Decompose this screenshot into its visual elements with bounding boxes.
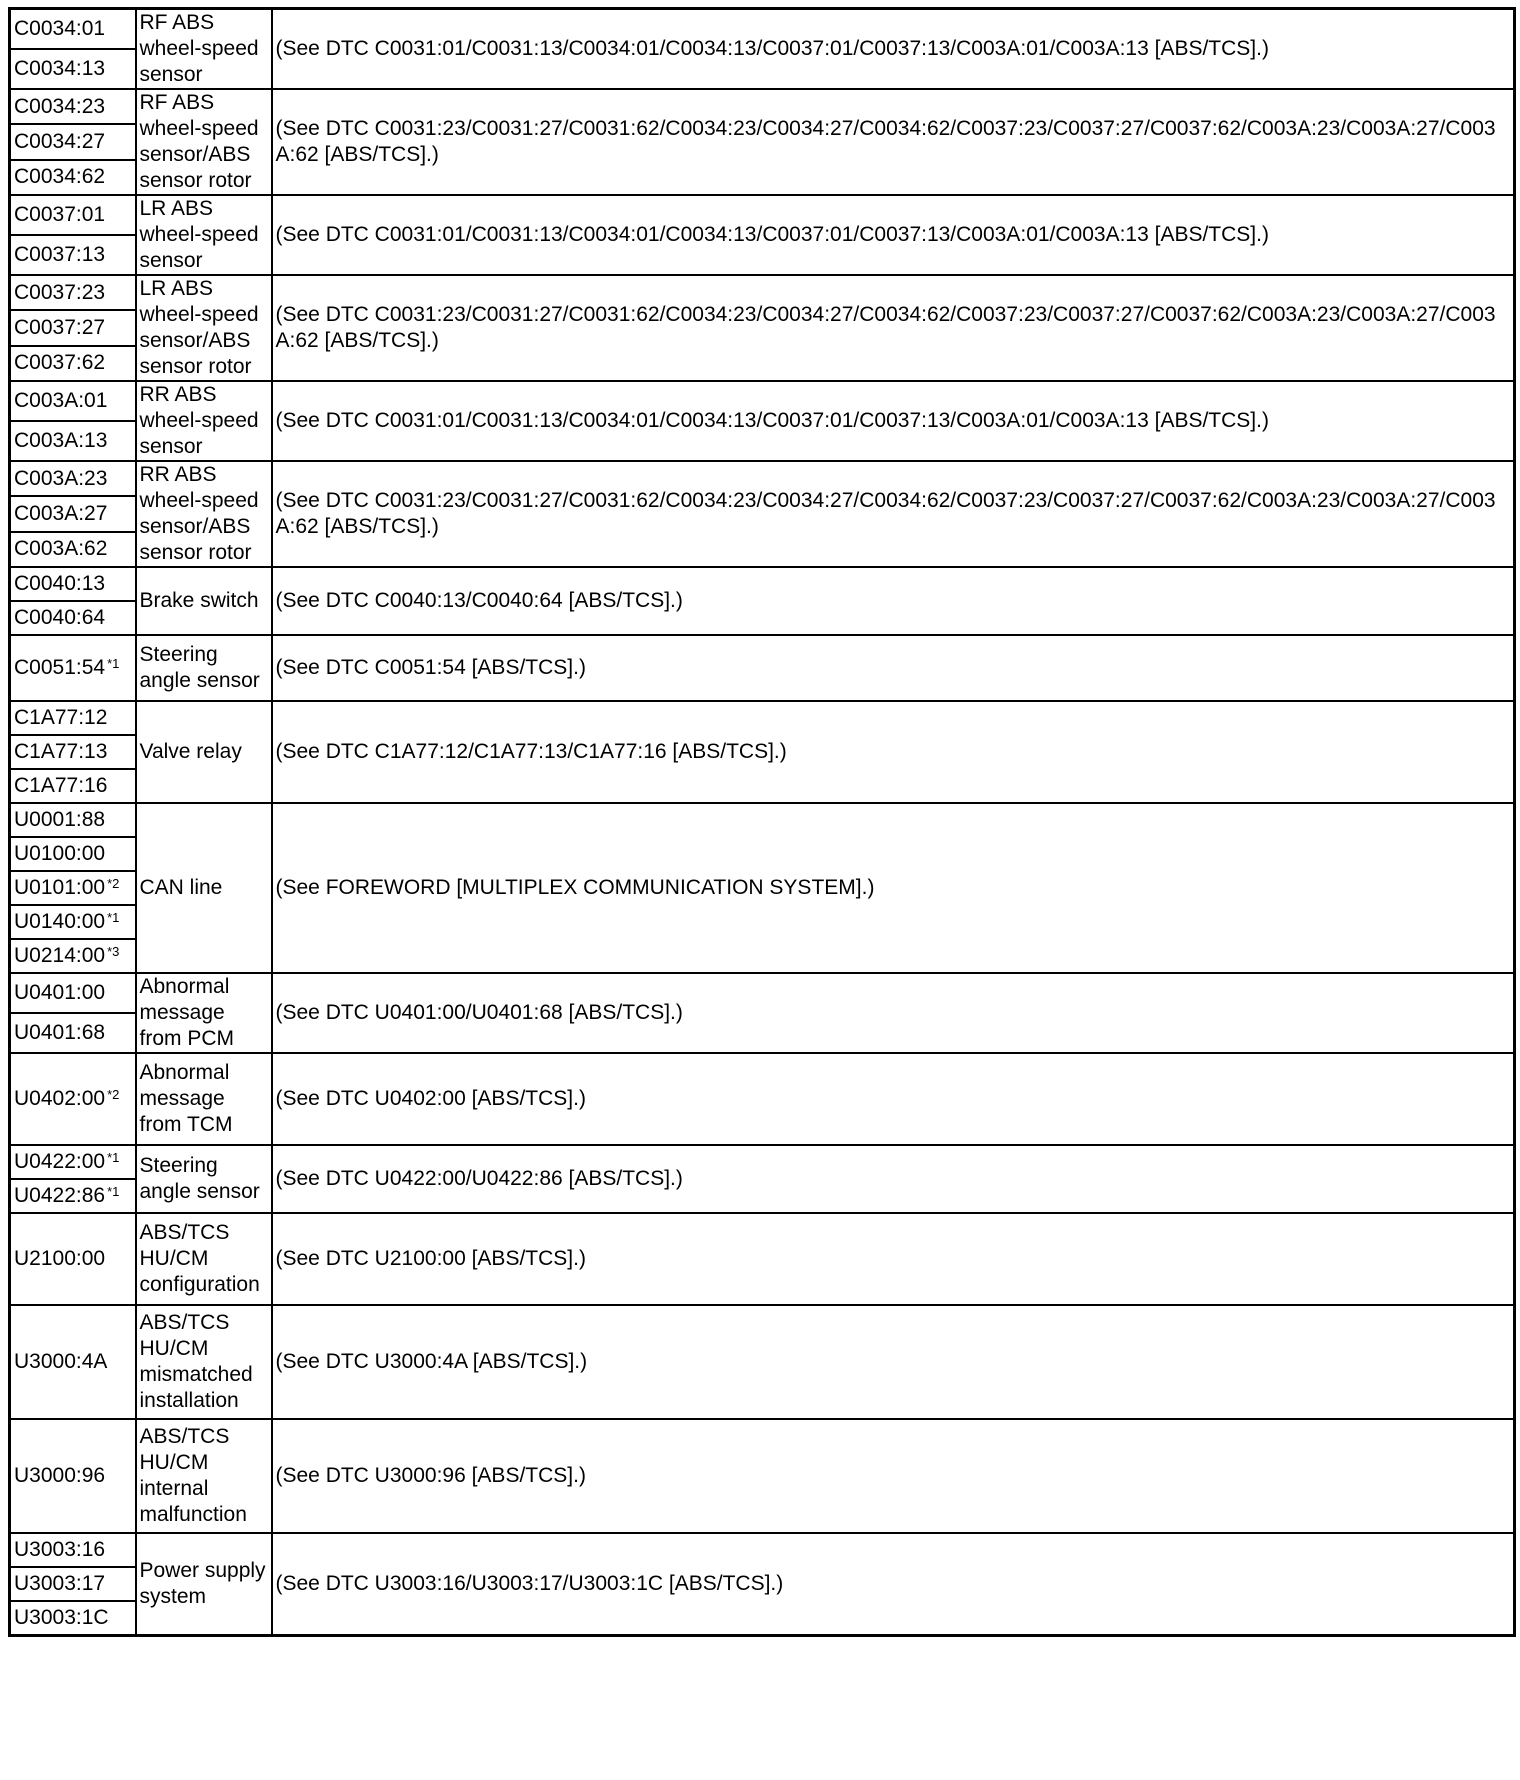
dtc-reference-text: (See DTC C0031:23/C0031:27/C0031:62/C0034:23/C0034:27/C0034:62/C0037:23/C0037:27/C0037:62/C003A:23/C003A:27/C003A:62 [ABS/TCS].) xyxy=(275,489,1496,538)
dtc-name-cell xyxy=(136,973,272,1053)
dtc-name-cell xyxy=(136,9,272,90)
dtc-code: C1A77:12 xyxy=(14,706,108,729)
dtc-name: Abnormal message from PCM xyxy=(139,975,234,1050)
dtc-name: Brake switch xyxy=(139,589,259,612)
dtc-code-cell xyxy=(10,1419,136,1533)
dtc-code-cell xyxy=(10,461,136,496)
dtc-code-cell xyxy=(10,1601,136,1636)
dtc-name: Steering angle sensor xyxy=(139,643,260,692)
dtc-code-cell xyxy=(10,871,136,905)
dtc-code-cell xyxy=(10,1179,136,1213)
dtc-name: RF ABS wheel-speed sensor/ABS sensor rotor xyxy=(139,91,259,192)
dtc-reference-cell xyxy=(272,461,1515,567)
dtc-code-cell xyxy=(10,346,136,381)
dtc-name: Valve relay xyxy=(139,740,242,763)
dtc-reference-text: (See DTC C0031:01/C0031:13/C0034:01/C0034:13/C0037:01/C0037:13/C003A:01/C003A:13 [ABS/TCS].) xyxy=(275,409,1269,432)
dtc-name-cell xyxy=(136,1419,272,1533)
table-row xyxy=(10,1533,1515,1567)
dtc-reference-text: (See DTC U0401:00/U0401:68 [ABS/TCS].) xyxy=(275,1001,683,1024)
dtc-code: C0037:13 xyxy=(14,243,106,266)
dtc-reference-text: (See DTC C0040:13/C0040:64 [ABS/TCS].) xyxy=(275,589,683,612)
table-row xyxy=(10,275,1515,310)
table-row xyxy=(10,9,1515,50)
dtc-reference-cell xyxy=(272,701,1515,803)
dtc-name: CAN line xyxy=(139,876,223,899)
dtc-code-cell xyxy=(10,601,136,635)
footnote-marker: *1 xyxy=(107,1150,120,1165)
dtc-reference-text: (See DTC U0402:00 [ABS/TCS].) xyxy=(275,1087,586,1110)
dtc-code: C0037:62 xyxy=(14,351,106,375)
dtc-reference-cell xyxy=(272,1533,1515,1636)
dtc-reference-text: (See DTC U3000:4A [ABS/TCS].) xyxy=(275,1350,588,1373)
dtc-reference-cell xyxy=(272,9,1515,90)
dtc-code-cell xyxy=(10,905,136,939)
table-row xyxy=(10,381,1515,421)
dtc-code: U3003:17 xyxy=(14,1572,106,1595)
footnote-marker: *2 xyxy=(107,876,120,891)
dtc-reference-text: (See DTC C1A77:12/C1A77:13/C1A77:16 [ABS/TCS].) xyxy=(275,740,787,763)
dtc-code: U3000:4A xyxy=(14,1350,108,1373)
table-row xyxy=(10,635,1515,701)
dtc-reference-text: (See DTC U3000:96 [ABS/TCS].) xyxy=(275,1464,586,1487)
table-row xyxy=(10,461,1515,496)
dtc-code-cell xyxy=(10,939,136,973)
dtc-name: LR ABS wheel-speed sensor/ABS sensor rotor xyxy=(139,277,259,378)
dtc-reference-cell xyxy=(272,1305,1515,1419)
dtc-code-cell xyxy=(10,973,136,1013)
dtc-code-cell xyxy=(10,49,136,89)
dtc-name-cell xyxy=(136,1533,272,1636)
dtc-code-cell xyxy=(10,1305,136,1419)
dtc-code-cell xyxy=(10,124,136,159)
dtc-code: U0422:00 xyxy=(14,1150,106,1173)
dtc-reference-cell xyxy=(272,1053,1515,1145)
dtc-code-cell xyxy=(10,310,136,345)
dtc-code: U0422:86 xyxy=(14,1184,106,1207)
table-row xyxy=(10,89,1515,124)
dtc-code-cell xyxy=(10,195,136,235)
dtc-code-cell xyxy=(10,532,136,567)
dtc-code: C1A77:13 xyxy=(14,740,108,763)
dtc-name: ABS/TCS HU/CM internal malfunction xyxy=(139,1425,247,1526)
dtc-reference-cell xyxy=(272,567,1515,635)
dtc-table-body xyxy=(10,9,1515,1636)
dtc-code-cell xyxy=(10,635,136,701)
dtc-reference-text: (See DTC C0031:23/C0031:27/C0031:62/C0034:23/C0034:27/C0034:62/C0037:23/C0037:27/C0037:62/C003A:23/C003A:27/C003A:62 [ABS/TCS].) xyxy=(275,117,1496,166)
dtc-code-cell xyxy=(10,235,136,275)
dtc-code: U0214:00 xyxy=(14,944,106,967)
dtc-code: C1A77:16 xyxy=(14,774,108,797)
dtc-reference-cell xyxy=(272,89,1515,195)
dtc-name-cell xyxy=(136,701,272,803)
dtc-code: C0034:13 xyxy=(14,57,106,80)
table-row xyxy=(10,701,1515,735)
dtc-name: Abnormal message from TCM xyxy=(139,1061,233,1136)
dtc-code-cell xyxy=(10,1213,136,1305)
dtc-name: LR ABS wheel-speed sensor xyxy=(139,197,259,272)
table-row xyxy=(10,195,1515,235)
dtc-code: U0402:00 xyxy=(14,1087,106,1110)
dtc-name: ABS/TCS HU/CM configuration xyxy=(139,1221,260,1296)
dtc-reference-cell xyxy=(272,803,1515,973)
dtc-code-cell xyxy=(10,837,136,871)
footnote-marker: *1 xyxy=(107,910,120,925)
footnote-marker: *1 xyxy=(107,656,120,671)
dtc-code: C0034:27 xyxy=(14,129,106,153)
dtc-reference-cell xyxy=(272,275,1515,381)
dtc-code-cell xyxy=(10,1053,136,1145)
dtc-name: ABS/TCS HU/CM mismatched installation xyxy=(139,1311,253,1412)
dtc-reference-cell xyxy=(272,635,1515,701)
footnote-marker: *2 xyxy=(107,1087,120,1102)
dtc-name: Steering angle sensor xyxy=(139,1154,260,1203)
dtc-name-cell xyxy=(136,1145,272,1213)
dtc-reference-text: (See DTC C0031:01/C0031:13/C0034:01/C0034:13/C0037:01/C0037:13/C003A:01/C003A:13 [ABS/TCS].) xyxy=(275,37,1269,60)
dtc-code: U2100:00 xyxy=(14,1247,106,1270)
dtc-code: U3000:96 xyxy=(14,1464,106,1487)
dtc-code-cell xyxy=(10,701,136,735)
dtc-code-cell xyxy=(10,421,136,461)
table-row xyxy=(10,1145,1515,1179)
dtc-name-cell xyxy=(136,1305,272,1419)
footnote-marker: *3 xyxy=(107,944,120,959)
dtc-code-cell xyxy=(10,9,136,50)
table-row xyxy=(10,973,1515,1013)
dtc-name: Power supply system xyxy=(139,1559,266,1608)
dtc-reference-text: (See DTC U2100:00 [ABS/TCS].) xyxy=(275,1247,586,1270)
dtc-name-cell xyxy=(136,1053,272,1145)
dtc-reference-cell xyxy=(272,381,1515,461)
dtc-code: C0034:23 xyxy=(14,94,106,118)
dtc-code: C0037:23 xyxy=(14,280,106,304)
dtc-code-cell xyxy=(10,381,136,421)
footnote-marker: *1 xyxy=(107,1184,120,1199)
dtc-code-cell xyxy=(10,1533,136,1567)
dtc-reference-text: (See DTC U3003:16/U3003:17/U3003:1C [ABS/TCS].) xyxy=(275,1572,784,1595)
dtc-reference-text: (See FOREWORD [MULTIPLEX COMMUNICATION SYSTEM].) xyxy=(275,876,875,899)
dtc-name-cell xyxy=(136,195,272,275)
dtc-code-cell xyxy=(10,803,136,837)
dtc-code: C0051:54 xyxy=(14,656,106,679)
dtc-code: U3003:1C xyxy=(14,1606,109,1629)
dtc-code-cell xyxy=(10,160,136,195)
dtc-code-cell xyxy=(10,1013,136,1053)
dtc-code: C003A:27 xyxy=(14,501,108,525)
dtc-code: C003A:62 xyxy=(14,537,108,561)
dtc-name-cell xyxy=(136,803,272,973)
dtc-reference-cell xyxy=(272,1145,1515,1213)
table-row xyxy=(10,1419,1515,1533)
dtc-code-cell xyxy=(10,567,136,601)
dtc-reference-cell xyxy=(272,195,1515,275)
dtc-name: RF ABS wheel-speed sensor xyxy=(139,11,259,86)
dtc-code-cell xyxy=(10,496,136,531)
dtc-reference-text: (See DTC U0422:00/U0422:86 [ABS/TCS].) xyxy=(275,1167,683,1190)
dtc-name-cell xyxy=(136,275,272,381)
dtc-code: U0401:00 xyxy=(14,981,106,1004)
dtc-code: C0040:64 xyxy=(14,606,106,629)
dtc-name: RR ABS wheel-speed sensor xyxy=(139,383,259,458)
dtc-code: U0001:88 xyxy=(14,808,106,831)
dtc-name-cell xyxy=(136,461,272,567)
dtc-code: C0034:01 xyxy=(14,17,106,40)
dtc-reference-cell xyxy=(272,1213,1515,1305)
dtc-name: RR ABS wheel-speed sensor/ABS sensor rotor xyxy=(139,463,259,564)
dtc-name-cell xyxy=(136,89,272,195)
dtc-code-cell xyxy=(10,275,136,310)
dtc-code-cell xyxy=(10,769,136,803)
dtc-reference-cell xyxy=(272,1419,1515,1533)
dtc-name-cell xyxy=(136,1213,272,1305)
dtc-table xyxy=(8,7,1516,1637)
dtc-code: C003A:23 xyxy=(14,466,108,490)
dtc-name-cell xyxy=(136,635,272,701)
dtc-code: U0401:68 xyxy=(14,1021,106,1044)
dtc-code: C0040:13 xyxy=(14,572,106,595)
dtc-code: U0100:00 xyxy=(14,842,106,865)
table-row xyxy=(10,1305,1515,1419)
dtc-code-cell xyxy=(10,1567,136,1601)
dtc-code-cell xyxy=(10,1145,136,1179)
dtc-code: C003A:01 xyxy=(14,389,108,412)
dtc-code: C0037:27 xyxy=(14,315,106,339)
dtc-reference-text: (See DTC C0051:54 [ABS/TCS].) xyxy=(275,656,586,679)
dtc-name-cell xyxy=(136,567,272,635)
dtc-code: C0037:01 xyxy=(14,203,106,226)
table-row xyxy=(10,1213,1515,1305)
dtc-code: U0140:00 xyxy=(14,910,106,933)
dtc-name-cell xyxy=(136,381,272,461)
dtc-code: U0101:00 xyxy=(14,876,106,899)
dtc-reference-text: (See DTC C0031:23/C0031:27/C0031:62/C0034:23/C0034:27/C0034:62/C0037:23/C0037:27/C0037:62/C003A:23/C003A:27/C003A:62 [ABS/TCS].) xyxy=(275,303,1496,352)
dtc-code: U3003:16 xyxy=(14,1538,106,1561)
table-row xyxy=(10,803,1515,837)
dtc-reference-cell xyxy=(272,973,1515,1053)
dtc-code: C003A:13 xyxy=(14,429,108,452)
table-row xyxy=(10,567,1515,601)
dtc-table-page xyxy=(8,7,1516,1778)
table-row xyxy=(10,1053,1515,1145)
dtc-code: C0034:62 xyxy=(14,165,106,189)
dtc-reference-text: (See DTC C0031:01/C0031:13/C0034:01/C0034:13/C0037:01/C0037:13/C003A:01/C003A:13 [ABS/TCS].) xyxy=(275,223,1269,246)
dtc-code-cell xyxy=(10,89,136,124)
dtc-code-cell xyxy=(10,735,136,769)
